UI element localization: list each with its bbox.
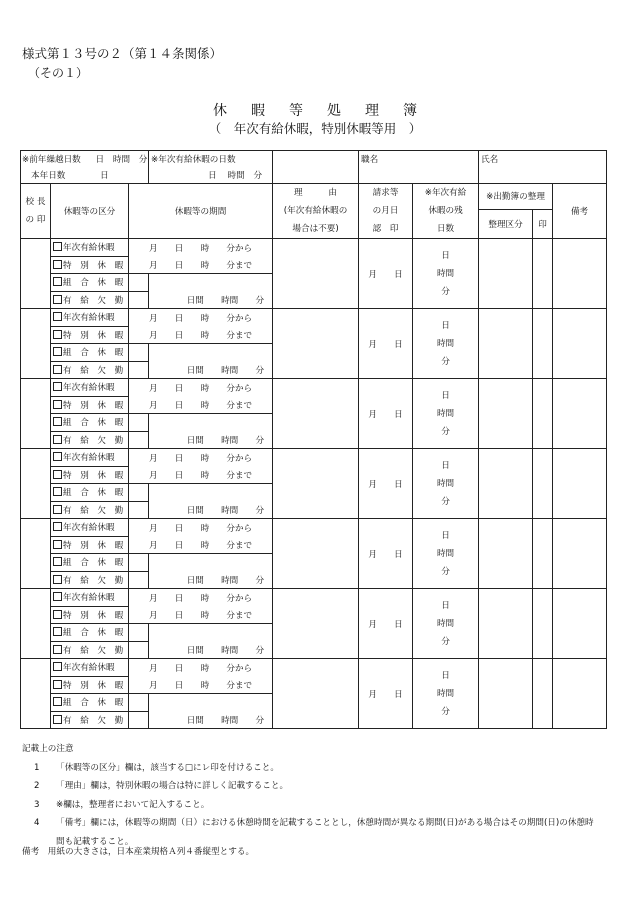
note-number: 4	[34, 818, 40, 828]
leave-category-option[interactable]	[51, 519, 129, 537]
reason-cell[interactable]	[273, 309, 359, 379]
leave-category-text: 年次有給休暇	[63, 663, 115, 674]
period-to[interactable]	[129, 256, 273, 274]
attendance-seal-header	[533, 209, 553, 238]
period-total[interactable]	[149, 554, 273, 589]
attendance-seal-cell[interactable]	[533, 449, 553, 519]
period-total-text: 日間 時間 分	[186, 436, 265, 446]
leave-category-text: 組 合 休 暇	[63, 418, 124, 429]
checkbox-icon[interactable]	[53, 452, 62, 461]
checkbox-icon[interactable]	[53, 522, 62, 531]
this-year-day-unit: 日	[100, 171, 109, 181]
period-to[interactable]	[129, 396, 273, 414]
period-total[interactable]	[149, 344, 273, 379]
top-row-1	[21, 151, 607, 168]
remain-day-unit: 日	[441, 670, 450, 681]
period-to[interactable]	[129, 466, 273, 484]
leave-category-text: 組 合 休 暇	[63, 488, 124, 499]
sub-number: （その１）	[28, 66, 89, 80]
principal-seal-label: 校 長	[25, 197, 46, 207]
blank-cell	[129, 554, 149, 572]
period-from[interactable]	[129, 659, 273, 677]
leave-category-option[interactable]	[51, 694, 129, 712]
leave-category-text: 組 合 休 暇	[63, 348, 124, 359]
name-value	[479, 167, 607, 184]
leave-entry-row	[21, 519, 607, 537]
blank-cell	[129, 624, 149, 642]
period-total-text: 日間 時間 分	[186, 576, 265, 586]
leave-category-text: 年次有給休暇	[63, 313, 115, 324]
notes-heading: 記載上の注意	[22, 744, 74, 754]
checkbox-icon[interactable]	[53, 400, 62, 409]
remaining-days-cell[interactable]	[413, 519, 479, 589]
blank-cell	[129, 694, 149, 712]
column-header-row	[21, 184, 607, 210]
principal-seal-cell[interactable]	[21, 589, 51, 659]
period-from[interactable]	[129, 309, 273, 327]
remain-minute-unit: 分	[441, 286, 450, 297]
leave-period-header	[129, 184, 273, 239]
blank-cell	[273, 151, 359, 168]
principal-seal-cell[interactable]	[21, 519, 51, 589]
annual-days-units	[149, 167, 273, 184]
period-from-text: 月 日 時 分から	[149, 523, 253, 534]
leave-period-label: 休暇等の期間	[174, 207, 227, 217]
attendance-class-cell[interactable]	[479, 309, 533, 379]
reason-label: 理 由	[294, 188, 338, 198]
request-label-3: 認 印	[372, 224, 399, 234]
leave-category-option[interactable]	[51, 659, 129, 677]
attendance-class-cell[interactable]	[479, 379, 533, 449]
remain-day-unit: 日	[441, 320, 450, 331]
period-to-text: 月 日 時 分まで	[149, 610, 253, 621]
leave-category-option[interactable]	[51, 711, 129, 729]
carry-day-unit: 日	[95, 155, 105, 165]
remaining-days-cell[interactable]	[413, 449, 479, 519]
leave-category-option[interactable]	[51, 676, 129, 694]
request-date-cell[interactable]	[359, 659, 413, 729]
period-to-text: 月 日 時 分まで	[149, 260, 253, 271]
position-value	[359, 167, 479, 184]
period-to-text: 月 日 時 分まで	[149, 540, 253, 551]
period-from-text: 月 日 時 分から	[149, 593, 253, 604]
leave-category-text: 特 別 休 暇	[63, 610, 124, 621]
leave-category-option[interactable]	[51, 379, 129, 397]
attendance-seal-cell[interactable]	[533, 589, 553, 659]
remaining-days-cell[interactable]	[413, 379, 479, 449]
checkbox-icon[interactable]	[53, 487, 62, 496]
blank-cell	[129, 431, 149, 449]
leave-category-text: 組 合 休 暇	[63, 558, 124, 569]
leave-category-text: 特 別 休 暇	[63, 680, 124, 691]
checkbox-icon[interactable]	[53, 260, 62, 269]
period-from[interactable]	[129, 379, 273, 397]
remarks-cell[interactable]	[553, 519, 607, 589]
remarks-cell[interactable]	[553, 449, 607, 519]
attendance-header	[479, 184, 553, 210]
note-item	[22, 777, 594, 796]
checkbox-icon[interactable]	[53, 627, 62, 636]
period-total-text: 日間 時間 分	[186, 646, 265, 656]
attendance-class-cell[interactable]	[479, 449, 533, 519]
principal-seal-cell[interactable]	[21, 379, 51, 449]
remarks-header	[553, 184, 607, 239]
leave-category-text: 特 別 休 暇	[63, 400, 124, 411]
remarks-label: 備考	[570, 207, 589, 217]
note-text: 「理由」欄は，特別休暇の場合は特に詳しく記載すること。	[56, 781, 289, 791]
checkbox-icon[interactable]	[53, 645, 62, 654]
leave-entry-row	[21, 309, 607, 327]
position-label: 職名	[361, 155, 379, 165]
note-text: 「備考」欄には，休暇等の期間（日）における休憩時間を記載することとし，休憩時間が異なる期間(日)がある場合はその期間(日)の休憩時	[56, 818, 594, 828]
blank-cell	[129, 291, 149, 309]
leave-category-text: 年次有給休暇	[63, 383, 115, 394]
period-from[interactable]	[129, 519, 273, 537]
remain-hour-unit: 時間	[436, 618, 455, 629]
leave-category-text: 特 別 休 暇	[63, 260, 124, 271]
carry-over-label: ※前年繰越日数	[22, 155, 81, 165]
request-date-cell[interactable]	[359, 519, 413, 589]
checkbox-icon[interactable]	[53, 312, 62, 321]
this-year-days-label: 本年日数	[31, 171, 66, 181]
remain-minute-unit: 分	[441, 566, 450, 577]
request-date-cell[interactable]	[359, 239, 413, 309]
period-total-text: 日間 時間 分	[186, 366, 265, 376]
blank-cell	[129, 344, 149, 362]
checkbox-icon[interactable]	[53, 365, 62, 374]
request-date-cell[interactable]	[359, 449, 413, 519]
leave-category-text: 年次有給休暇	[63, 523, 115, 534]
remain-hour-unit: 時間	[436, 688, 455, 699]
attendance-class-cell[interactable]	[479, 659, 533, 729]
period-to[interactable]	[129, 326, 273, 344]
period-from[interactable]	[129, 449, 273, 467]
leave-category-text: 特 別 休 暇	[63, 330, 124, 341]
reason-cell[interactable]	[273, 239, 359, 309]
principal-seal-label-2: の 印	[25, 215, 46, 225]
document-title: 休暇等処理簿	[213, 103, 441, 119]
leave-category-text: 有 給 欠 勤	[63, 435, 124, 446]
leave-category-option[interactable]	[51, 536, 129, 554]
leave-category-text: 特 別 休 暇	[63, 470, 124, 481]
form-number: 様式第１３号の２（第１４条関係）	[22, 46, 223, 61]
remain-minute-unit: 分	[441, 426, 450, 437]
remain-hour-unit: 時間	[436, 338, 455, 349]
period-from-text: 月 日 時 分から	[149, 313, 253, 324]
checkbox-icon[interactable]	[53, 417, 62, 426]
leave-entry-row	[21, 449, 607, 467]
reason-cell[interactable]	[273, 379, 359, 449]
leave-category-option[interactable]	[51, 554, 129, 572]
period-to[interactable]	[129, 676, 273, 694]
note-text: 「休暇等の区分」欄は，該当する□にレ印を付けること。	[56, 762, 279, 773]
note-number: 1	[34, 762, 40, 773]
leave-category-text: 有 給 欠 勤	[63, 295, 124, 306]
blank-cell	[273, 167, 359, 184]
carry-hour-unit: 時間	[112, 155, 131, 165]
period-from-text: 月 日 時 分から	[149, 383, 253, 394]
remaining-days-cell[interactable]	[413, 589, 479, 659]
reason-note-2: 場合は不要)	[292, 224, 339, 234]
period-from-text: 月 日 時 分から	[149, 243, 253, 254]
checkbox-icon[interactable]	[53, 382, 62, 391]
leave-entry-row	[21, 659, 607, 677]
leave-category-header	[51, 184, 129, 239]
annual-minute-unit: 分	[253, 171, 263, 181]
leave-category-option[interactable]	[51, 589, 129, 607]
reason-cell[interactable]	[273, 449, 359, 519]
checkbox-icon[interactable]	[53, 557, 62, 566]
attendance-class-cell[interactable]	[479, 589, 533, 659]
annual-hour-unit: 時間	[227, 171, 245, 181]
checkbox-icon[interactable]	[53, 347, 62, 356]
request-date-text: 月 日	[368, 689, 403, 700]
this-year-days-cell	[21, 167, 149, 184]
checkbox-icon[interactable]	[53, 277, 62, 286]
remain-minute-unit: 分	[441, 496, 450, 507]
leave-category-text: 特 別 休 暇	[63, 540, 124, 551]
period-total-text: 日間 時間 分	[186, 296, 265, 306]
position-cell	[359, 151, 479, 168]
checkbox-icon[interactable]	[53, 662, 62, 671]
blank-cell	[129, 571, 149, 589]
period-from-text: 月 日 時 分から	[149, 663, 253, 674]
checkbox-icon[interactable]	[53, 610, 62, 619]
note-number: 2	[34, 781, 40, 791]
blank-cell	[129, 484, 149, 502]
leave-category-option[interactable]	[51, 466, 129, 484]
request-date-cell[interactable]	[359, 589, 413, 659]
remain-day-unit: 日	[441, 530, 450, 541]
blank-cell	[129, 361, 149, 379]
checkbox-icon[interactable]	[53, 295, 62, 304]
remaining-label-2: 休暇の残	[428, 206, 463, 216]
remain-minute-unit: 分	[441, 356, 450, 367]
note-item	[22, 796, 594, 815]
period-to-text: 月 日 時 分まで	[149, 400, 253, 411]
leave-category-option[interactable]	[51, 396, 129, 414]
principal-seal-cell[interactable]	[21, 659, 51, 729]
checkbox-icon[interactable]	[53, 505, 62, 514]
note-item-continuation: 間も記載すること。	[56, 836, 134, 847]
blank-cell	[129, 711, 149, 729]
leave-entry-row	[21, 379, 607, 397]
attendance-seal-label: 印	[538, 219, 547, 230]
attendance-class-label: 整理区分	[488, 219, 523, 230]
leave-entry-row	[21, 589, 607, 607]
leave-category-text: 有 給 欠 勤	[63, 715, 124, 726]
reason-header	[273, 184, 359, 239]
remarks-cell[interactable]	[553, 589, 607, 659]
attendance-seal-cell[interactable]	[533, 239, 553, 309]
leave-category-text: 年次有給休暇	[63, 453, 115, 464]
period-to[interactable]	[129, 536, 273, 554]
leave-category-option[interactable]	[51, 344, 129, 362]
period-total[interactable]	[149, 624, 273, 659]
note-text: ※欄は，整理者において記入すること。	[56, 799, 210, 810]
notes-section	[22, 740, 594, 851]
remain-day-unit: 日	[441, 250, 450, 261]
remaining-days-cell[interactable]	[413, 309, 479, 379]
checkbox-icon[interactable]	[53, 592, 62, 601]
request-date-text: 月 日	[368, 549, 403, 560]
leave-category-option[interactable]	[51, 449, 129, 467]
remain-minute-unit: 分	[441, 706, 450, 717]
period-total-text: 日間 時間 分	[186, 506, 265, 516]
checkbox-icon[interactable]	[53, 330, 62, 339]
leave-entry-row	[21, 239, 607, 257]
leave-ledger-table	[20, 150, 607, 729]
period-total[interactable]	[149, 274, 273, 309]
blank-cell	[129, 641, 149, 659]
leave-category-option[interactable]	[51, 641, 129, 659]
checkbox-icon[interactable]	[53, 697, 62, 706]
blank-cell	[129, 414, 149, 432]
leave-category-option[interactable]	[51, 239, 129, 257]
blank-cell	[129, 274, 149, 292]
remain-day-unit: 日	[441, 600, 450, 611]
reason-cell[interactable]	[273, 589, 359, 659]
remain-minute-unit: 分	[441, 636, 450, 647]
leave-category-option[interactable]	[51, 624, 129, 642]
annual-day-unit: 日	[208, 171, 217, 181]
leave-category-text: 組 合 休 暇	[63, 698, 124, 709]
request-date-text: 月 日	[368, 409, 403, 420]
remain-day-unit: 日	[441, 460, 450, 471]
request-label-2: の月日	[372, 206, 399, 216]
request-date-text: 月 日	[368, 479, 403, 490]
remain-hour-unit: 時間	[436, 548, 455, 559]
request-date-text: 月 日	[368, 619, 403, 630]
leave-category-option[interactable]	[51, 414, 129, 432]
remarks-cell[interactable]	[553, 379, 607, 449]
remaining-header	[413, 184, 479, 239]
remain-day-unit: 日	[441, 390, 450, 401]
leave-category-option[interactable]	[51, 571, 129, 589]
reason-note: (年次有給休暇の	[283, 206, 348, 216]
leave-category-text: 組 合 休 暇	[63, 278, 124, 289]
leave-category-option[interactable]	[51, 309, 129, 327]
remaining-label-3: 日数	[436, 224, 455, 234]
request-date-text: 月 日	[368, 269, 403, 280]
carry-over-cell	[21, 151, 149, 168]
period-total[interactable]	[149, 414, 273, 449]
attendance-label: ※出勤簿の整理	[486, 192, 545, 203]
remaining-days-cell[interactable]	[413, 239, 479, 309]
period-from-text: 月 日 時 分から	[149, 453, 253, 464]
remarks-cell[interactable]	[553, 309, 607, 379]
name-label: 氏名	[481, 155, 499, 165]
leave-category-option[interactable]	[51, 291, 129, 309]
period-to[interactable]	[129, 606, 273, 624]
leave-category-option[interactable]	[51, 431, 129, 449]
checkbox-icon[interactable]	[53, 575, 62, 584]
period-from[interactable]	[129, 589, 273, 607]
request-date-cell[interactable]	[359, 379, 413, 449]
request-label: 請求等	[372, 188, 399, 198]
leave-category-option[interactable]	[51, 361, 129, 379]
period-to-text: 月 日 時 分まで	[149, 330, 253, 341]
request-date-text: 月 日	[368, 339, 403, 350]
checkbox-icon[interactable]	[53, 242, 62, 251]
checkbox-icon[interactable]	[53, 435, 62, 444]
blank-cell	[129, 501, 149, 519]
leave-category-text: 年次有給休暇	[63, 243, 115, 254]
note-item	[22, 759, 594, 778]
leave-category-text: 有 給 欠 勤	[63, 365, 124, 376]
principal-seal-cell[interactable]	[21, 449, 51, 519]
leave-category-text: 有 給 欠 勤	[63, 505, 124, 516]
period-to-text: 月 日 時 分まで	[149, 470, 253, 481]
checkbox-icon[interactable]	[53, 470, 62, 479]
leave-category-option[interactable]	[51, 484, 129, 502]
remaining-days-cell[interactable]	[413, 659, 479, 729]
name-cell	[479, 151, 607, 168]
period-from[interactable]	[129, 239, 273, 257]
period-total[interactable]	[149, 484, 273, 519]
remain-hour-unit: 時間	[436, 408, 455, 419]
document-subtitle: （ 年次有給休暇，特別休暇等用 ）	[208, 121, 422, 136]
attendance-seal-cell[interactable]	[533, 309, 553, 379]
remaining-label: ※年次有給	[424, 188, 467, 198]
leave-category-label: 休暇等の区分	[63, 207, 116, 217]
attendance-class-header	[479, 209, 533, 238]
attendance-seal-cell[interactable]	[533, 659, 553, 729]
period-to-text: 月 日 時 分まで	[149, 680, 253, 691]
reason-cell[interactable]	[273, 659, 359, 729]
note-number: 3	[34, 799, 40, 810]
checkbox-icon[interactable]	[53, 715, 62, 724]
annual-leave-days-label: ※年次有給休暇の日数	[151, 155, 236, 165]
leave-category-text: 年次有給休暇	[63, 593, 115, 604]
remain-hour-unit: 時間	[436, 478, 455, 489]
attendance-class-cell[interactable]	[479, 519, 533, 589]
principal-seal-header	[21, 184, 51, 239]
attendance-seal-cell[interactable]	[533, 379, 553, 449]
leave-category-option[interactable]	[51, 326, 129, 344]
leave-category-option[interactable]	[51, 256, 129, 274]
request-date-cell[interactable]	[359, 309, 413, 379]
annual-days-cell	[149, 151, 273, 168]
note-item	[22, 814, 594, 833]
attendance-seal-cell[interactable]	[533, 519, 553, 589]
leave-category-option[interactable]	[51, 606, 129, 624]
remarks-cell[interactable]	[553, 659, 607, 729]
checkbox-icon[interactable]	[53, 540, 62, 549]
leave-category-text: 有 給 欠 勤	[63, 575, 124, 586]
leave-category-option[interactable]	[51, 274, 129, 292]
period-total-text: 日間 時間 分	[186, 716, 265, 726]
carry-minute-unit: 分	[138, 155, 148, 165]
reason-cell[interactable]	[273, 519, 359, 589]
leave-category-option[interactable]	[51, 501, 129, 519]
request-header	[359, 184, 413, 239]
leave-category-text: 有 給 欠 勤	[63, 645, 124, 656]
attendance-class-cell[interactable]	[479, 239, 533, 309]
period-total[interactable]	[149, 694, 273, 729]
leave-category-text: 組 合 休 暇	[63, 628, 124, 639]
paper-size-remark: 備考 用紙の大きさは，日本産業規格Ａ列４番縦型とする。	[22, 847, 255, 857]
checkbox-icon[interactable]	[53, 680, 62, 689]
principal-seal-cell[interactable]	[21, 309, 51, 379]
remain-hour-unit: 時間	[436, 268, 455, 279]
top-row-2	[21, 167, 607, 184]
principal-seal-cell[interactable]	[21, 239, 51, 309]
remarks-cell[interactable]	[553, 239, 607, 309]
